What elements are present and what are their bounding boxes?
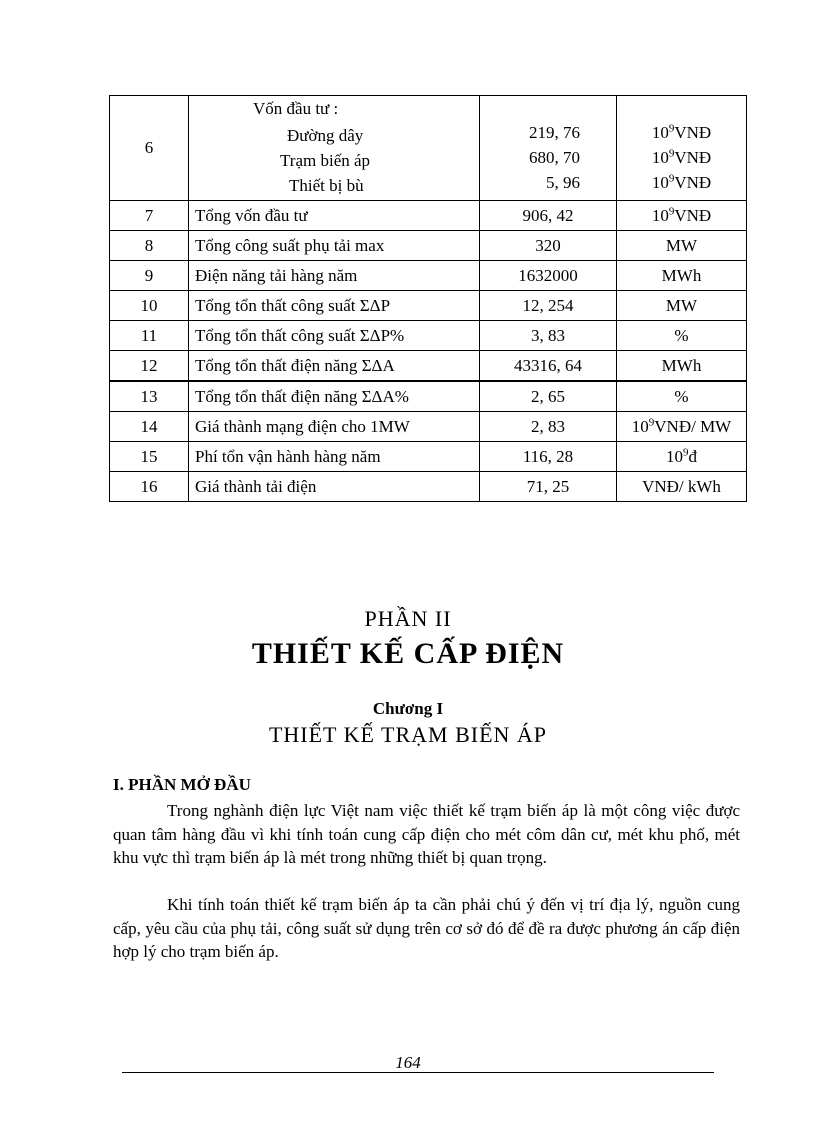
row-value: 116, 28	[480, 442, 617, 472]
section-heading: I. PHẦN MỞ ĐẦU	[113, 775, 251, 794]
row-name: Tổng tổn thất điện năng ΣΔA	[189, 351, 480, 382]
row-value: 43316, 64	[480, 351, 617, 382]
table-row	[110, 201, 747, 231]
row-value: 1632000	[480, 261, 617, 291]
summary-table	[109, 95, 747, 502]
row-number: 16	[110, 472, 189, 502]
row-value: 2, 65	[480, 381, 617, 412]
row-number: 10	[110, 291, 189, 321]
row-number: 12	[110, 351, 189, 382]
row-values	[480, 96, 617, 201]
item-value: 219, 76	[529, 123, 580, 142]
row-unit: $10^9VNĐ/$ MW	[617, 412, 747, 442]
row-number: 6	[110, 96, 189, 201]
investment-header: Vốn đầu tư :	[253, 99, 339, 118]
row-unit: $10^9VNĐ$	[617, 201, 747, 231]
table-row	[110, 96, 747, 201]
part-title: THIẾT KẾ CẤP ĐIỆN	[251, 637, 565, 670]
row-name: Tổng tổn thất công suất ΣΔP	[189, 291, 480, 321]
row-value: 906, 42	[480, 201, 617, 231]
row-unit: MWh	[617, 351, 747, 382]
table-row	[110, 442, 747, 472]
row-value: 3, 83	[480, 321, 617, 351]
table-row	[110, 351, 747, 382]
chapter-label: Chương I	[372, 699, 444, 718]
table-row	[110, 412, 747, 442]
row-number: 8	[110, 231, 189, 261]
row-value: 12, 254	[480, 291, 617, 321]
row-number: 15	[110, 442, 189, 472]
row-unit: MW	[617, 291, 747, 321]
row-name: Tổng tổn thất điện năng ΣΔA%	[189, 381, 480, 412]
row-name: Điện năng tải hàng năm	[189, 261, 480, 291]
row-name	[189, 96, 480, 201]
table-row	[110, 261, 747, 291]
row-unit: $10^9đ$	[617, 442, 747, 472]
item-label: Đường dây	[287, 126, 364, 145]
item-value: 5, 96	[546, 173, 580, 192]
row-number: 13	[110, 381, 189, 412]
row-unit: %	[617, 381, 747, 412]
table-row	[110, 231, 747, 261]
paragraph: Trong nghành điện lực Việt nam việc thiết kế trạm biến áp là một công việc được quan tâm hàng đầu vì khi tính toán cung cấp điện cho mét côm dân cư, mét khu phố, mét khu vực thì trạm biến áp là mét trong những thiết bị quan trọng.	[113, 801, 740, 867]
row-value: 71, 25	[480, 472, 617, 502]
row-value: 320	[480, 231, 617, 261]
row-units	[617, 96, 747, 201]
item-value: 680, 70	[529, 148, 580, 167]
row-number: 7	[110, 201, 189, 231]
part-label: PHẦN II	[364, 606, 452, 631]
item-unit: $10^9VNĐ$	[651, 122, 712, 142]
row-unit: VNĐ/ kWh	[617, 472, 747, 502]
row-number: 14	[110, 412, 189, 442]
row-unit: MWh	[617, 261, 747, 291]
row-unit: MW	[617, 231, 747, 261]
table-row	[110, 321, 747, 351]
table-row	[110, 472, 747, 502]
item-label: Trạm biến áp	[280, 151, 371, 170]
item-label: Thiết bị bù	[289, 176, 364, 195]
row-name: Tổng vốn đầu tư	[189, 201, 480, 231]
page-number: 164	[395, 1053, 421, 1072]
row-name: Tổng tổn thất công suất ΣΔP%	[189, 321, 480, 351]
row-number: 9	[110, 261, 189, 291]
row-unit: %	[617, 321, 747, 351]
row-name: Phí tổn vận hành hàng năm	[189, 442, 480, 472]
row-name: Giá thành tải điện	[189, 472, 480, 502]
item-unit: $10^9VNĐ$	[651, 172, 712, 192]
footer-rule	[122, 1072, 714, 1073]
row-name: Tổng công suất phụ tải max	[189, 231, 480, 261]
chapter-title: THIẾT KẾ TRẠM BIẾN ÁP	[268, 722, 548, 747]
row-value: 2, 83	[480, 412, 617, 442]
row-name: Giá thành mạng điện cho 1MW	[189, 412, 480, 442]
paragraph: Khi tính toán thiết kế trạm biến áp ta cần phải chú ý đến vị trí địa lý, nguồn cung cấp, yêu cầu của phụ tải, công suất sử dụng trên cơ sở đó để đề ra được phương án cấp điện hợp lý cho trạm biến áp.	[113, 895, 740, 961]
row-number: 11	[110, 321, 189, 351]
table-row	[110, 381, 747, 412]
item-unit: $10^9VNĐ$	[651, 147, 712, 167]
table-row	[110, 291, 747, 321]
